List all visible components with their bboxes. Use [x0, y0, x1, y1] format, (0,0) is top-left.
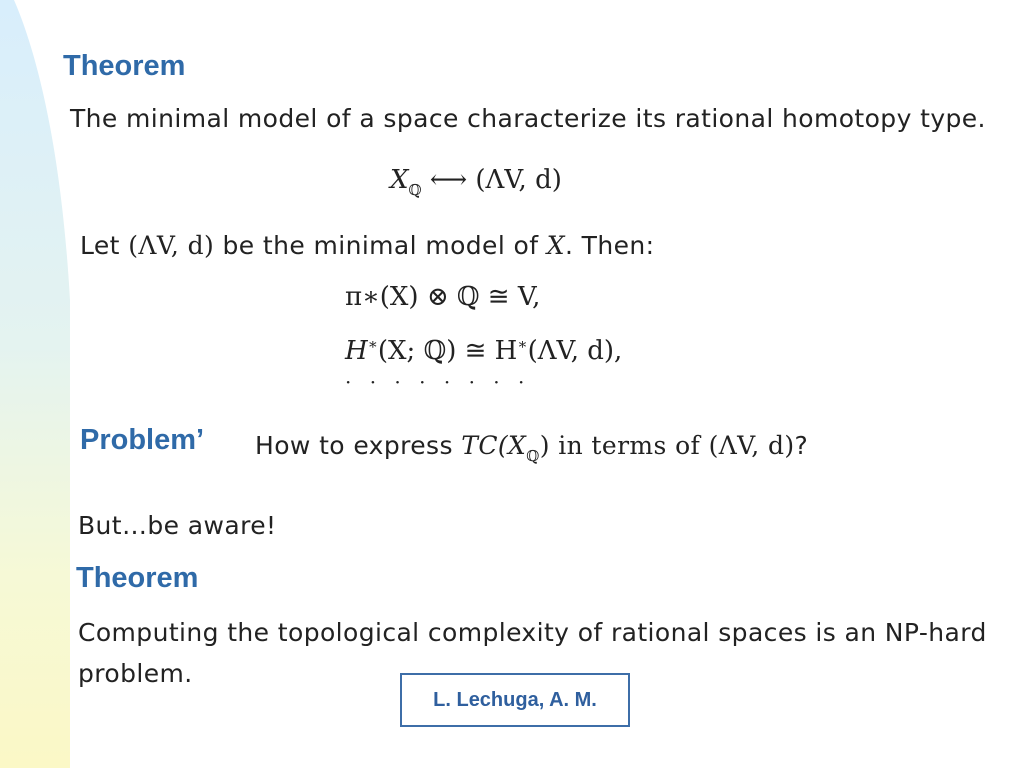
problem-prefix: How to express: [255, 431, 462, 460]
citation-box: [400, 673, 630, 727]
formula-line-2-end: (ΛV, d),: [527, 336, 623, 366]
formula-lhs: X: [390, 165, 409, 195]
problem-text: [255, 425, 808, 477]
formula-H1: H: [345, 336, 368, 366]
formula-line-1: π∗(X) ⊗ ℚ ≅ V,: [345, 282, 541, 312]
theorem-1-text: The minimal model of a space characterize its rational homotopy type.: [70, 104, 986, 133]
aware-text: But…be aware!: [78, 511, 277, 540]
theorem-heading-1: Theorem: [63, 50, 186, 82]
let-statement: [80, 225, 654, 266]
formula-line-2-middle: (X; ℚ) ≅ H: [377, 336, 518, 366]
theorem-2-text: Computing the topological complexity of rational spaces is an NP-hard problem.: [78, 618, 987, 688]
problem-heading: Problem’: [80, 424, 205, 456]
citation-text: L. Lechuga, A. M.: [433, 688, 597, 711]
formula-dots: · · · · · · · ·: [345, 370, 531, 394]
let-model: (ΛV, d): [128, 231, 215, 260]
problem-tc-sub: ℚ: [526, 447, 540, 465]
formula-rhs: (ΛV, d): [475, 165, 562, 195]
formula-star-1: ∗: [367, 335, 378, 353]
let-prefix: Let: [80, 231, 129, 260]
let-mid: be the minimal model of: [214, 231, 547, 260]
problem-model: (ΛV, d): [708, 431, 795, 460]
formula-lhs-sub: ℚ: [408, 181, 422, 199]
problem-suffix: ?: [794, 431, 809, 460]
formula-star-2: ∗: [517, 335, 528, 353]
let-X: X: [546, 231, 565, 260]
problem-mid: ) in terms of: [539, 431, 709, 460]
let-suffix: . Then:: [564, 231, 655, 260]
formula-line-2: [345, 335, 622, 366]
theorem-heading-2: Theorem: [76, 562, 199, 594]
sidebar-curve: [0, 0, 80, 768]
formula-correspondence: [390, 165, 562, 199]
formula-arrow: ⟷: [429, 165, 468, 195]
problem-tc: TC(X: [461, 431, 527, 460]
